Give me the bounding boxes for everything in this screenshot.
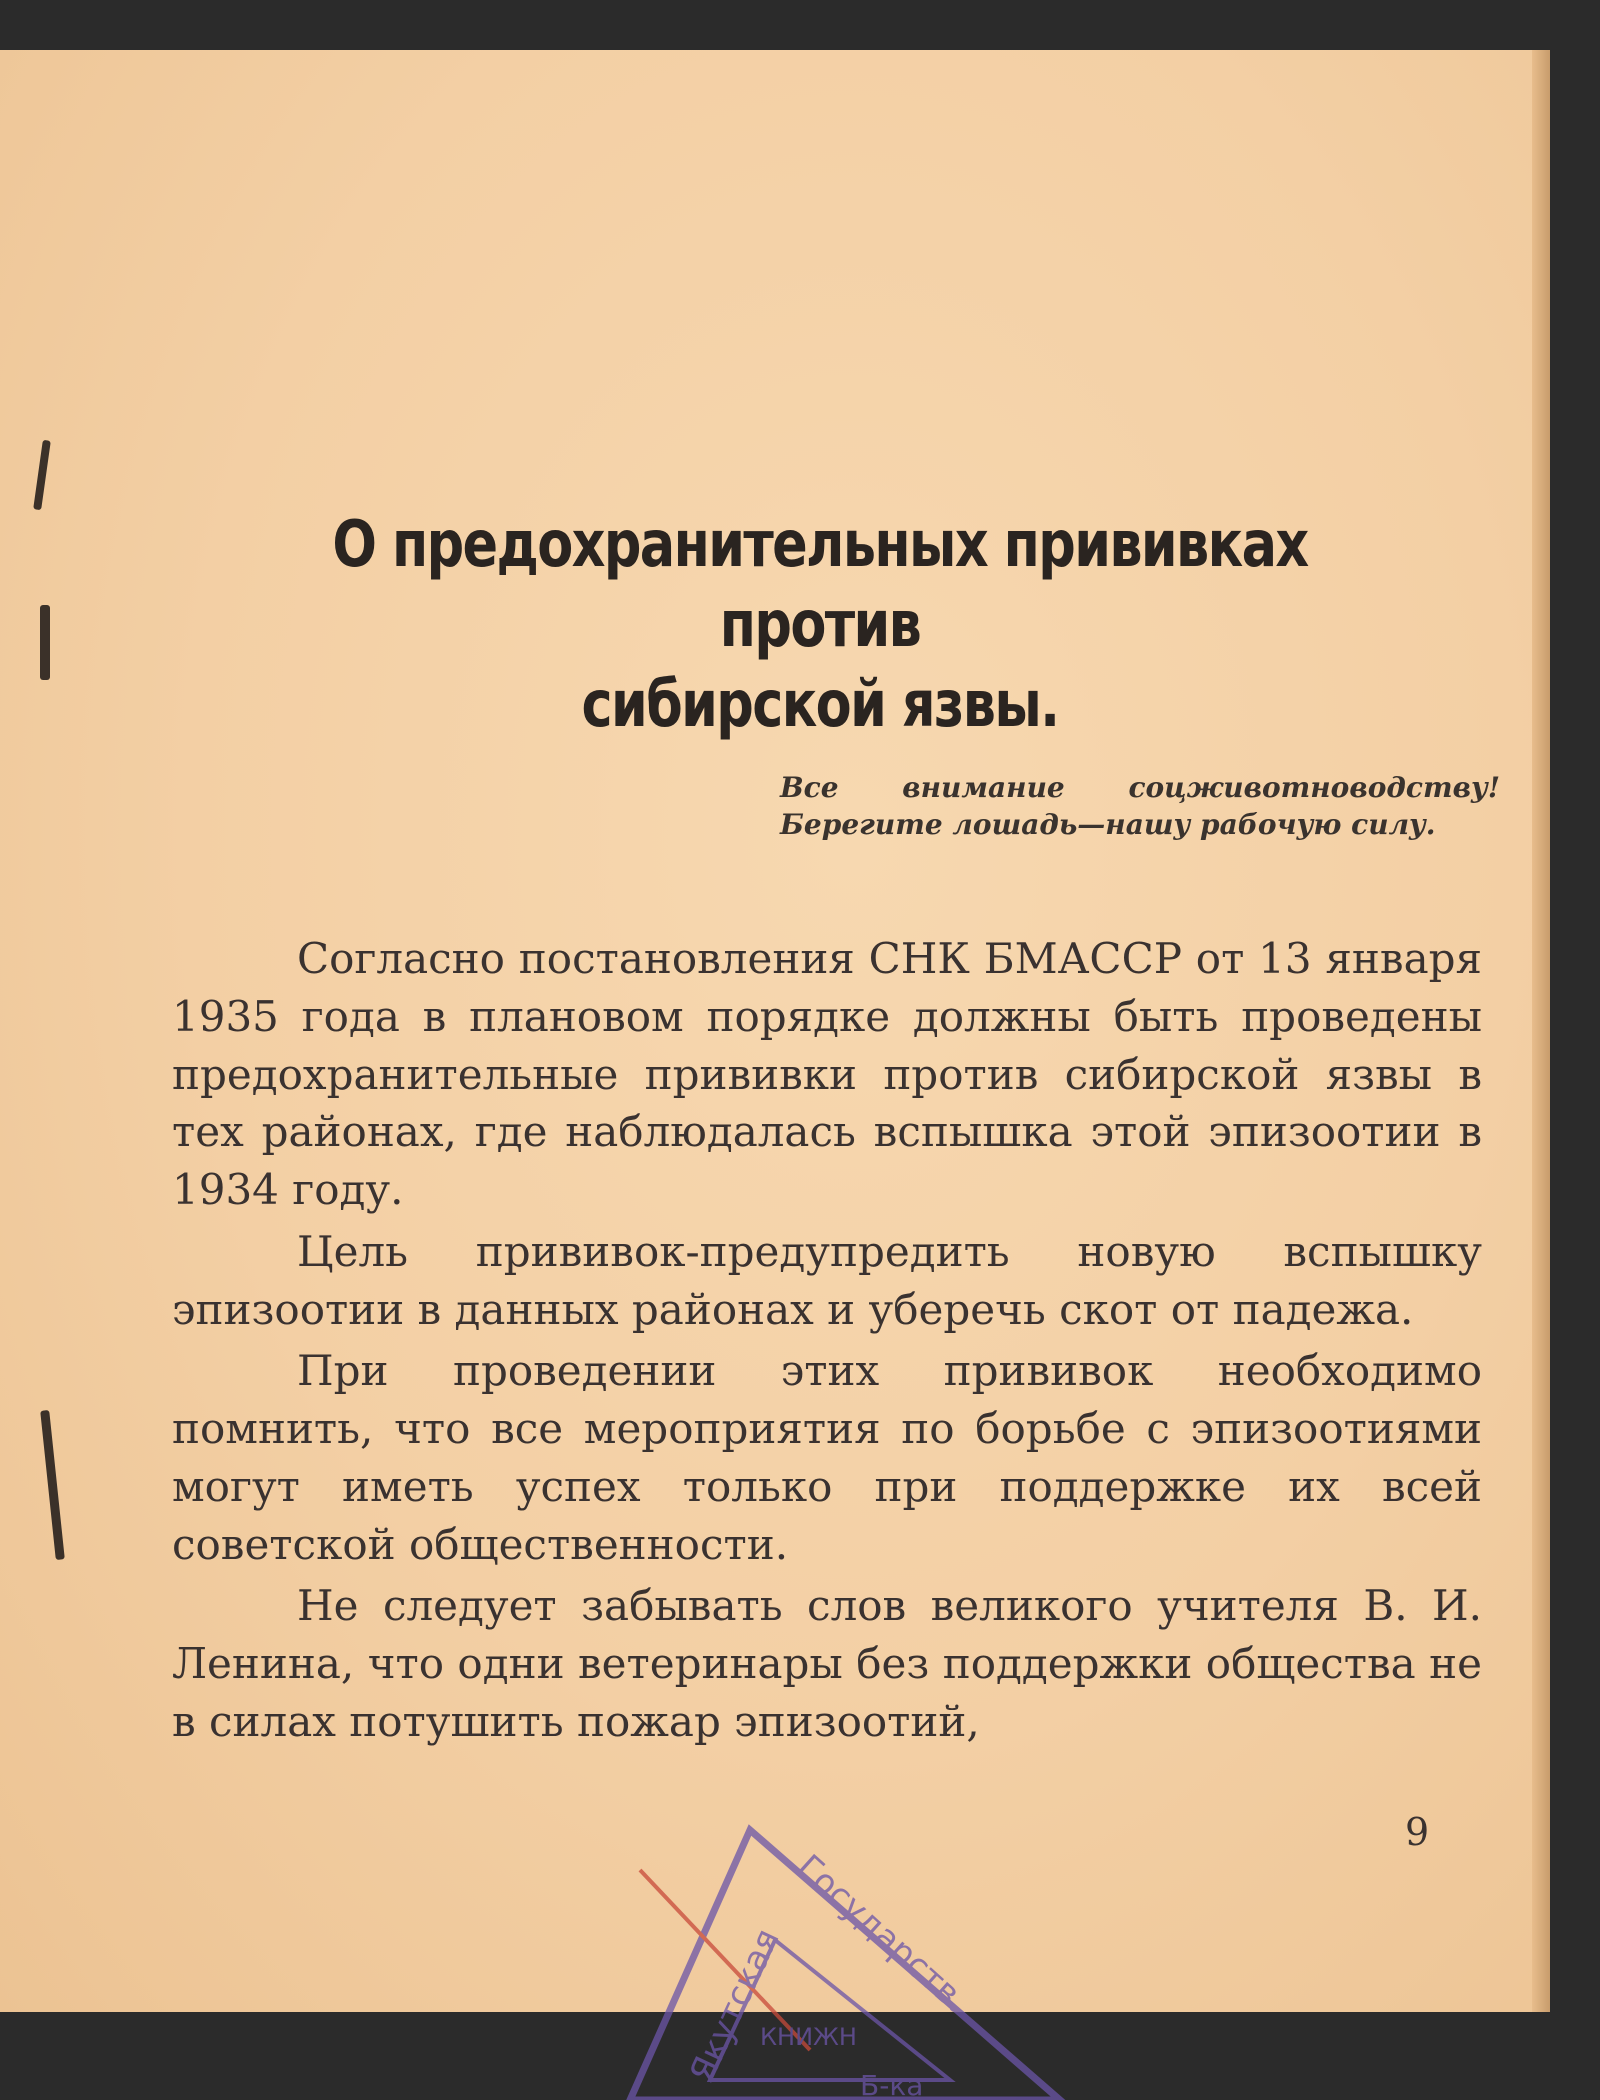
title-line-2: сибирской язвы. — [581, 668, 1059, 742]
library-stamp — [560, 1810, 1120, 2100]
binding-thread-middle — [40, 605, 50, 680]
paragraph-1: Согласно постановления СНК БМАССР от 13 января 1935 года в плановом порядке должны быть проведены предохранительные прививки против сибирской язвы в тех районах, где наблюдалась вспышка этой эпизоотии в 1934 году. — [172, 934, 1482, 1214]
title-line-1: О предохранительных прививках против — [332, 508, 1308, 662]
stamp-text-right: Государств. — [788, 1846, 976, 2021]
page-title — [303, 505, 1336, 745]
body-text — [172, 930, 1482, 1755]
page-edge — [1532, 50, 1550, 2012]
paragraph-2: Цель прививок-предупредить новую вспышку эпизоотии в данных районах и уберечь скот от падежа. — [172, 1226, 1482, 1334]
stamp-text-left: Якутская — [681, 1922, 788, 2089]
paragraph-4: Не следует забывать слов великого учителя В. И. Ленина, что одни ветеринары без поддержки общества не в силах потушить пожар эпизоотий, — [172, 1581, 1482, 1746]
binding-thread-top — [33, 440, 51, 510]
page-number: 9 — [1405, 1810, 1430, 1854]
epigraph: Все внимание соцживотноводству! Берегите лошадь—нашу рабочую силу. — [780, 771, 1500, 841]
binding-thread-bottom — [40, 1410, 65, 1560]
stamp-text-bottom: Б-ка — [860, 2069, 924, 2100]
book-page — [0, 50, 1550, 2100]
stamp-text-center: КНИЖН — [760, 2023, 857, 2051]
paragraph-3: При проведении этих прививок необходимо помнить, что все мероприятия по борьбе с эпизоотиями могут иметь успех только при поддержке их всей советской общественности. — [172, 1346, 1482, 1569]
